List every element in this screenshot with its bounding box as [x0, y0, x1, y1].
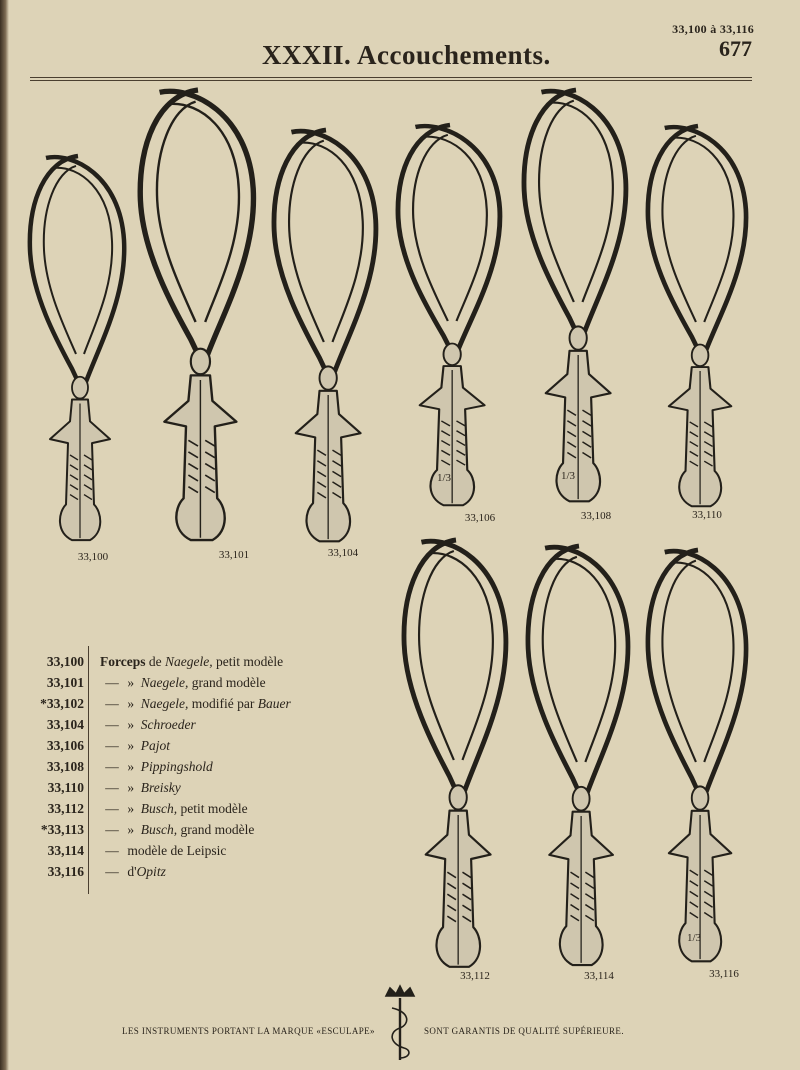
item-name: Naegele,	[140, 675, 189, 690]
caption-33104: 33,104	[327, 547, 359, 559]
catalog-row	[20, 654, 291, 675]
item-dash: —	[105, 738, 119, 753]
catalog-row	[20, 675, 291, 696]
catalog-row	[20, 864, 291, 885]
catalog-row	[20, 843, 291, 864]
item-rest: petit modèle	[212, 654, 284, 669]
item-dash: —	[105, 780, 119, 795]
caption-33116: 33,116	[709, 968, 739, 980]
forceps-33114-illustration	[528, 546, 628, 965]
scale-mark: 1/3	[437, 472, 452, 484]
caption-33101: 33,101	[218, 549, 250, 561]
item-dash: —	[105, 843, 119, 858]
item-dash: —	[105, 696, 119, 711]
catalog-row	[20, 696, 291, 717]
item-lead: Forceps	[100, 654, 146, 669]
page-title: XXXII. Accouchements.	[262, 40, 551, 70]
item-rest: grand modèle	[177, 822, 255, 837]
item-dash: —	[105, 675, 119, 690]
item-dash: —	[105, 801, 119, 816]
forceps-33104-illustration	[274, 130, 376, 541]
item-quote: »	[127, 738, 135, 753]
item-quote: »	[127, 675, 135, 690]
catalog-row	[20, 822, 291, 843]
item-dash: —	[105, 822, 119, 837]
catalog-row	[20, 780, 291, 801]
scale-mark: 1/3	[687, 932, 702, 944]
item-name: Naegele,	[140, 696, 189, 711]
item-rest: d'	[127, 864, 137, 879]
caption-33100: 33,100	[77, 551, 109, 563]
item-number: 33,114	[47, 843, 84, 858]
item-name: Pippingshold	[140, 759, 213, 774]
catalog-list	[20, 654, 291, 885]
forceps-33110-illustration	[648, 126, 746, 506]
item-quote: »	[127, 717, 135, 732]
item-quote: »	[127, 780, 135, 795]
item-rest: petit modèle	[177, 801, 248, 816]
forceps-33106-illustration	[398, 125, 500, 505]
forceps-33116-illustration	[648, 550, 746, 961]
footer-guarantee-right: SONT GARANTIS DE QUALITÉ SUPÉRIEURE.	[424, 1026, 624, 1036]
item-name: Opitz	[136, 864, 166, 879]
item-number: *33,113	[40, 822, 84, 837]
item-name: Pajot	[140, 738, 170, 753]
caption-33114: 33,114	[584, 970, 614, 982]
item-number: 33,101	[46, 675, 84, 690]
item-number: 33,104	[46, 717, 84, 732]
item-number: 33,106	[46, 738, 84, 753]
item-rest: modifié par	[188, 696, 258, 711]
catalog-row	[20, 759, 291, 780]
catalog-row	[20, 738, 291, 759]
catalog-row	[20, 717, 291, 738]
forceps-33108-illustration	[524, 90, 626, 501]
forceps-33101-illustration	[140, 90, 253, 540]
caption-33108: 33,108	[580, 510, 612, 522]
item-dash: —	[105, 864, 119, 879]
scale-mark: 1/3	[561, 470, 576, 482]
item-name: Naegele,	[165, 654, 213, 669]
item-sep: de	[148, 654, 162, 669]
item-name2: Bauer	[257, 696, 291, 711]
item-name: Breisky	[140, 780, 181, 795]
esculape-caduceus-logo	[386, 986, 414, 1060]
item-quote: »	[127, 801, 135, 816]
forceps-33112-illustration	[404, 540, 506, 967]
footer-guarantee-left: LES INSTRUMENTS PORTANT LA MARQUE «ESCULAPE»	[122, 1026, 375, 1036]
caption-33110: 33,110	[692, 509, 722, 521]
item-quote: »	[127, 822, 135, 837]
item-rest: modèle de Leipsic	[127, 843, 227, 858]
item-number: *33,102	[40, 696, 84, 711]
item-number: 33,116	[47, 864, 84, 879]
item-rest: grand modèle	[188, 675, 266, 690]
item-quote: »	[127, 759, 135, 774]
item-name: Schroeder	[140, 717, 196, 732]
item-number: 33,100	[46, 654, 84, 669]
item-quote: »	[127, 696, 135, 711]
item-dash: —	[105, 759, 119, 774]
item-number: 33,110	[47, 780, 84, 795]
page-number: 677	[719, 36, 752, 61]
item-number: 33,108	[46, 759, 84, 774]
item-number: 33,112	[47, 801, 84, 816]
item-range: 33,100 à 33,116	[672, 22, 754, 36]
item-dash: —	[105, 717, 119, 732]
caption-33112: 33,112	[460, 970, 490, 982]
catalog-row	[20, 801, 291, 822]
item-name: Busch,	[140, 801, 178, 816]
forceps-33100-illustration	[30, 156, 124, 540]
caption-33106: 33,106	[464, 512, 496, 524]
item-name: Busch,	[140, 822, 178, 837]
